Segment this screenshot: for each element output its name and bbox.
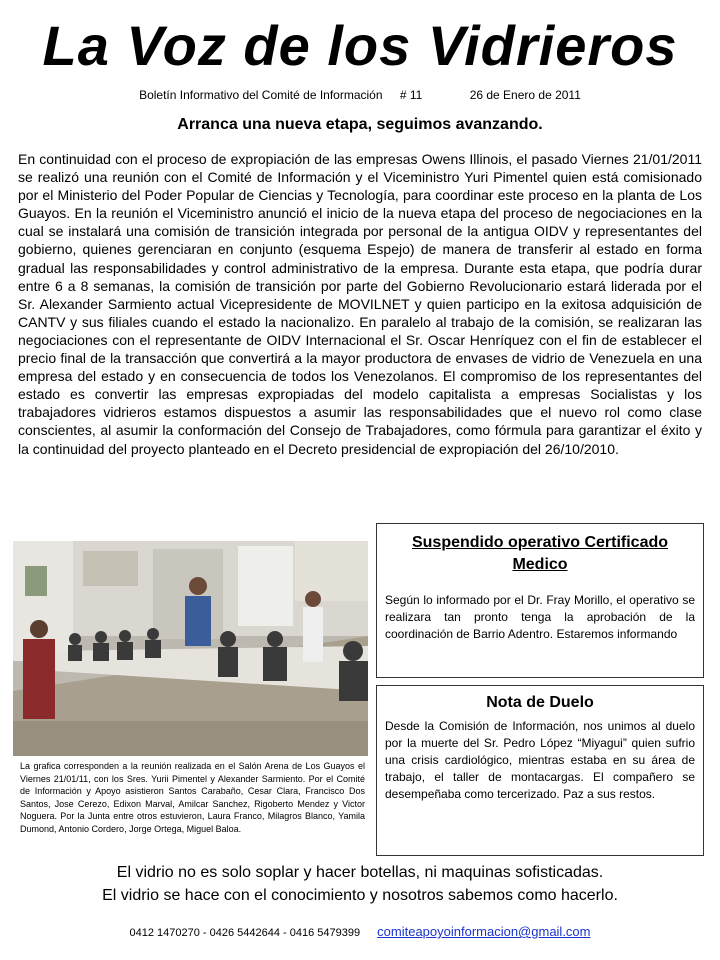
footer-phones: 0412 1470270 - 0426 5442644 - 0416 5479399 [129,927,361,939]
certificado-text: Según lo informado por el Dr. Fray Morillo, el operativo se realizara tan pronto tenga la aprobación de la coordinación de Barrio Adentro. Estaremos informando [385,593,695,641]
issue-date: 26 de Enero de 2011 [469,88,581,102]
meeting-photo-illustration [13,541,368,756]
quote-line-2: El vidrio se hace con el conocimiento y nosotros sabemos como hacerlo. [102,887,618,904]
footer-email-link[interactable]: comiteapoyoinformacion@gmail.com [377,924,591,939]
duelo-text: Desde la Comisión de Información, nos unimos al duelo por la muerte del Sr. Pedro López “Miyagui” quien sufrio una crisis cardiológico, mientras estaba en su área de trabajo, el taller de montacargas. El compañero se desempeñaba como tercerizado. Paz a sus restos. [385,719,695,801]
newsletter-title: La Voz de los Vidrieros [42,14,678,77]
article-headline: Arranca una nueva etapa, seguimos avanzando. [177,116,543,133]
bulletin-label: Boletín Informativo del Comité de Información [139,88,383,102]
footer [0,924,720,939]
meeting-photo [13,541,368,756]
certificado-title: Suspendido operativo Certificado Medico [411,534,669,573]
newsletter-subtitle [0,88,720,102]
duelo-title: Nota de Duelo [486,694,594,711]
article-body: En continuidad con el proceso de expropiación de las empresas Owens Illinois, el pasado Viernes 21/01/2011 se realizó una reunión con el Comité de Información y el Viceministro Yuri Pimentel quien está comisionado por el Ministerio del Poder Popular de Ciencias y Tecnología, para coordinar este proceso en la planta de Los Guayos. En la reunión el Viceministro anunció el inicio de la nueva etapa del proceso de negociaciones en la cual se instalará una comisión de transición integrada por personal de la antigua OIDV y representantes del gobierno, quienes gerenciaran en conjunto (esquema Espejo) de manera de transferir al estado en forma gradual las responsabilidades y control administrativo de la empresa. Durante esta etapa, que podría durar entre 6 a 8 semanas, la comisión de transición por parte del Gobierno Revolucionario estará liderada por el Sr. Alexander Sarmiento actual Vicepresidente de MOVILNET y quien participo en la exitosa adquisición de CANTV y sus filiales cuando el estado la nacionalizo. En paralelo al trabajo de la comisión, se realizaran las negociaciones con el representante de OIDV Internacional el Sr. Oscar Henríquez con el fin de establecer el precio final de la transacción que convertirá a la mayor productora de envases de vidrio de Venezuela en una empresa del estado y en consecuencia de todos los Venezolanos. El compromiso de los representantes del estado es convertir las empresas expropiadas del modelo capitalista a empresas Socialistas y los trabajadores vidrieros estamos dispuestos a asumir las responsabilidades que el nuevo rol como clase conscientes, al asumir la conformación del Consejo de Trabajadores, como fórmula para garantizar el éxito y la continuidad del proyecto planteado en el Decreto presidencial de expropiación del 26/10/2010. [18,151,702,457]
issue-number: # 11 [399,88,423,102]
quote-line-1: El vidrio no es solo soplar y hacer botellas, ni maquinas sofisticadas. [116,864,604,881]
certificado-box [376,523,704,678]
photo-caption: La grafica corresponden a la reunión realizada en el Salón Arena de Los Guayos el Viernes 21/01/11, con los Sres. Yurii Pimentel y Alexander Sarmiento. Por el Comité de Información y Apoyo asistieron Santos Carabaño, Cesar Clara, Francisco Dos Santos, Jose Cerezo, Edixon Marval, Amilcar Sanchez, Rigoberto Mendez y Victor Noguera. Por la Junta entre otros estuvieron, Laura Franco, Milagros Blanco, Yamila Dumond, Antonio Cordero, Jorge Ortega, Miguel Baloa. [20,761,365,834]
duelo-box [376,685,704,856]
